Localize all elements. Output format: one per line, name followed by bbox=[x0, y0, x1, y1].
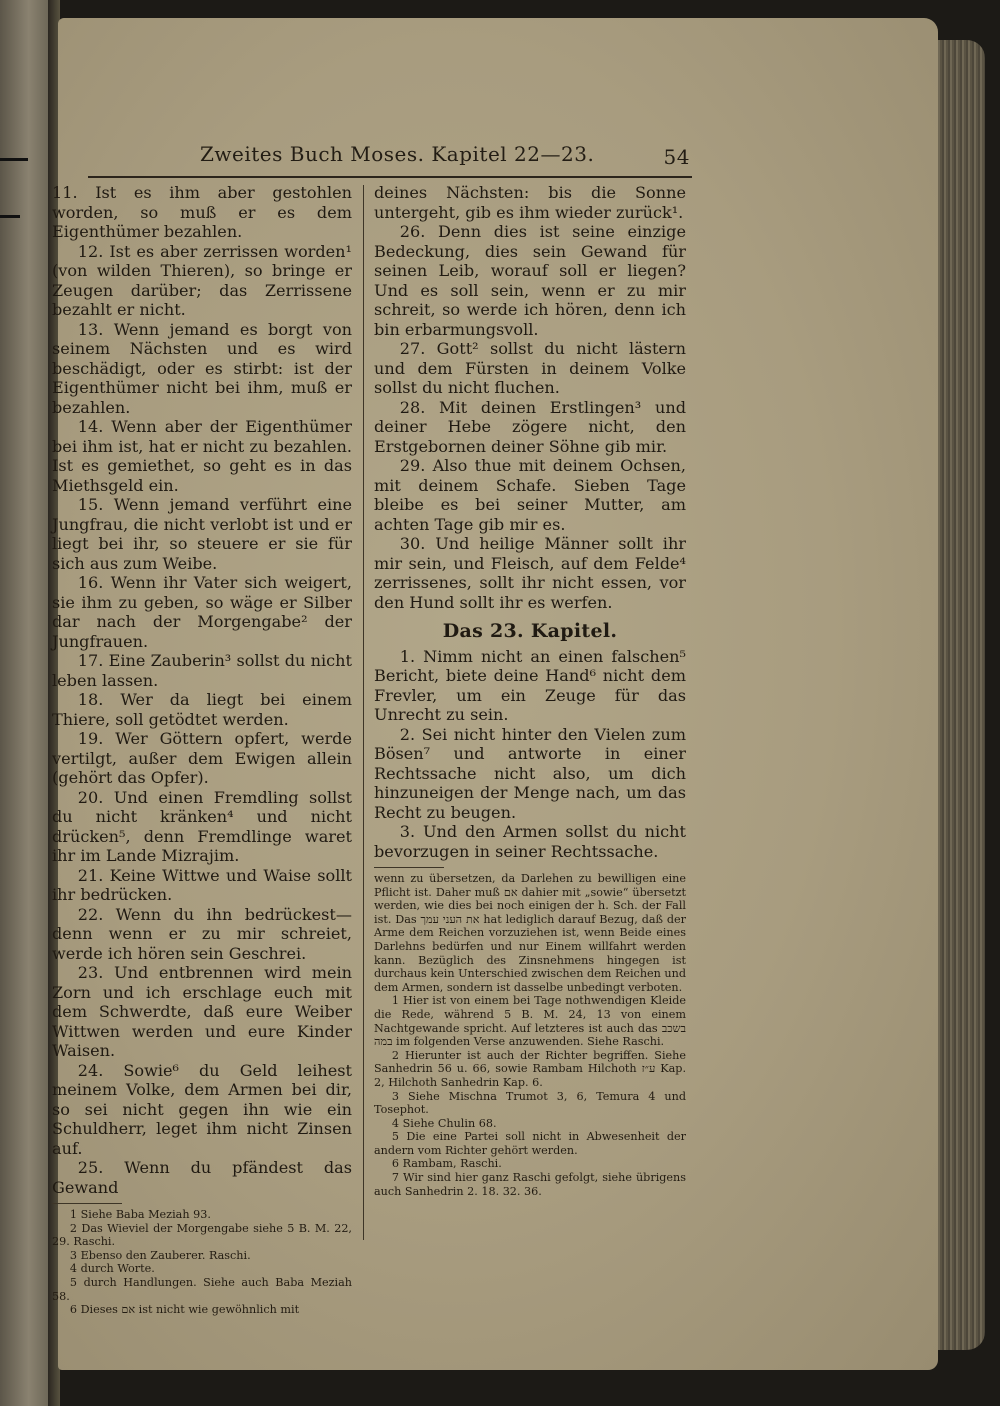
left-column bbox=[52, 183, 352, 1317]
footnote: 5 Die eine Partei soll nicht in Abwesenheit der andern vom Richter gehört werden. bbox=[374, 1130, 686, 1157]
verse: 16. Wenn ihr Vater sich weigert, sie ihm zu geben, so wäge er Silber dar nach der Morgengabe² der Jungfrauen. bbox=[52, 573, 352, 651]
footnote: 5 durch Handlungen. Siehe auch Baba Meziah 58. bbox=[52, 1275, 352, 1303]
verse: 27. Gott² sollst du nicht lästern und dem Fürsten in deinem Volke sollst du nicht fluchen. bbox=[374, 339, 686, 397]
verse: 2. Sei nicht hinter den Vielen zum Bösen⁷ und antworte in einer Rechtssache nicht also, um dich hinzuneigen der Menge nach, um das Recht zu beugen. bbox=[374, 724, 686, 822]
footnote: 3 Ebenso den Zauberer. Raschi. bbox=[69, 1248, 251, 1262]
verse: 28. Mit deinen Erstlingen³ und deiner Hebe zögere nicht, den Erstgebornen deiner Söhne gib mir. bbox=[374, 397, 686, 456]
footnote: 1 Siehe Baba Meziah 93. bbox=[69, 1208, 211, 1221]
footnote-rule bbox=[52, 1203, 122, 1204]
verse: 26. Denn dies ist seine einzige Bedeckung, dies sein Gewand für seinen Leib, worauf soll er liegen? Und es soll sein, wenn er zu mir schreit, so werde ich hören, denn ich bin erbarmungsvoll. bbox=[374, 222, 686, 339]
footnote: 4 durch Worte. bbox=[69, 1262, 155, 1276]
header-rule bbox=[88, 176, 692, 178]
verse: 23. Und entbrennen wird mein Zorn und ich erschlage euch mit dem Schwerdte, daß eure Weiber Wittwen werden und eure Kinder Waisen. bbox=[52, 963, 352, 1060]
footnote: 2 Hierunter ist auch der Richter begriffen. Siehe Sanhedrin 56 u. 66, sowie Rambam Hilchoth ע״ז Kap. 2, Hilchoth Sanhedrin Kap. 6. bbox=[374, 1048, 686, 1089]
verse: 24. Sowie⁶ du Geld leihest meinem Volke, dem Armen bei dir, so sei nicht gegen ihn wie ein Schuldherr, leget ihm nicht Zinsen auf. bbox=[52, 1060, 352, 1158]
verse: 18. Wer da liegt bei einem Thiere, soll getödtet werden. bbox=[52, 690, 352, 729]
verse: 22. Wenn du ihn bedrückest—denn wenn er zu mir schreiet, werde ich hören sein Geschrei. bbox=[52, 904, 352, 963]
verse: 25. Wenn du pfändest das Gewand bbox=[52, 1158, 352, 1197]
footnote: wenn zu übersetzen, da Darlehen zu bewilligen eine Pflicht ist. Daher muß אם dahier mit „sowie“ übersetzt werden, wie dies bei noch einigen der h. Sch. der Fall ist. Das את העני עמך hat lediglich darauf Bezug, daß der Arme dem Reichen vorzuziehen ist, wenn Beide eines Darlehns bedürfen und nur Einem willfahrt werden kann. Bezüglich des Zinsnehmens hingegen ist durchaus kein Unterschied zwischen dem Reichen und dem Armen, sondern ist dasselbe unbedingt verboten. bbox=[374, 872, 686, 994]
footnote: 6 Rambam, Raschi. bbox=[391, 1157, 502, 1171]
verse: 20. Und einen Fremdling sollst du nicht kränken⁴ und nicht drücken⁵, denn Fremdlinge waret ihr im Lande Mizrajim. bbox=[52, 787, 352, 865]
verse: 12. Ist es aber zerrissen worden¹ (von wilden Thieren), so bringe er Zeugen darüber; das Zerrissene bezahlt er nicht. bbox=[52, 241, 352, 319]
footnotes bbox=[374, 872, 686, 1198]
previous-page-edge bbox=[0, 0, 48, 1406]
verse: 29. Also thue mit deinem Ochsen, mit deinem Schafe. Sieben Tage bleibe es bei seiner Mutter, am achten Tage gib mir es. bbox=[374, 456, 686, 534]
column-divider bbox=[363, 185, 364, 1240]
footnote: 2 Das Wieviel der Morgengabe siehe 5 B. M. 22, 29. Raschi. bbox=[52, 1221, 352, 1249]
verse: 17. Eine Zauberin³ sollst du nicht leben lassen. bbox=[52, 651, 352, 690]
verse: 19. Wer Göttern opfert, werde vertilgt, außer dem Ewigen allein (gehört das Opfer). bbox=[52, 729, 352, 787]
verse: 14. Wenn aber der Eigenthümer bei ihm ist, hat er nicht zu bezahlen. Ist es gemiethet, so geht es in das Miethsgeld ein. bbox=[52, 417, 352, 495]
chapter-heading: Das 23. Kapitel. bbox=[442, 620, 618, 642]
verse: deines Nächsten: bis die Sonne untergeht, gib es ihm wieder zurück¹. bbox=[374, 183, 686, 222]
footnote: 3 Siehe Mischna Trumot 3, 6, Temura 4 und Tosephot. bbox=[374, 1089, 686, 1117]
right-column bbox=[374, 183, 686, 1198]
verse: 11. Ist es ihm aber gestohlen worden, so muß er es dem Eigenthümer bezahlen. bbox=[52, 183, 352, 241]
verse: 21. Keine Wittwe und Waise sollt ihr bedrücken. bbox=[52, 865, 352, 904]
margin-mark bbox=[0, 158, 28, 161]
verse: 30. Und heilige Männer sollt ihr mir sein, und Fleisch, auf dem Felde⁴ zerrissenes, sollt ihr nicht essen, vor den Hund sollt ihr es werfen. bbox=[374, 534, 686, 612]
footnote: 1 Hier ist von einem bei Tage nothwendigen Kleide die Rede, während 5 B. M. 24, 13 von einem Nachtgewande spricht. Auf letzteres ist auch das בשכב במה im folgenden Verse anzuwenden. Siehe Raschi. bbox=[374, 994, 686, 1049]
verse: 15. Wenn jemand verführt eine Jungfrau, die nicht verlobt ist und er liegt bei ihr, so steuere er sie für sich aus zum Weibe. bbox=[52, 495, 352, 573]
footnote: 4 Siehe Chulin 68. bbox=[391, 1116, 497, 1130]
header-title: Zweites Buch Moses. Kapitel 22—23. bbox=[200, 142, 595, 166]
verse: 13. Wenn jemand es borgt von seinem Nächsten und es wird beschädigt, oder es stirbt: ist der Eigenthümer nicht bei ihm, muß er bezahlen. bbox=[52, 319, 352, 417]
margin-mark bbox=[0, 215, 20, 218]
verse: 1. Nimm nicht an einen falschen⁵ Bericht, biete deine Hand⁶ nicht dem Frevler, um ein Zeuge für das Unrecht zu sein. bbox=[374, 646, 686, 724]
verse: 3. Und den Armen sollst du nicht bevorzugen in seiner Rechtssache. bbox=[374, 822, 686, 861]
footnote-rule bbox=[374, 867, 444, 868]
page-number: 54 bbox=[663, 145, 690, 169]
footnotes bbox=[52, 1208, 352, 1317]
footnote: 6 Dieses אם ist nicht wie gewöhnlich mit bbox=[69, 1303, 300, 1317]
running-header bbox=[200, 142, 690, 169]
page-stack-edge bbox=[930, 40, 985, 1350]
footnote: 7 Wir sind hier ganz Raschi gefolgt, siehe übrigens auch Sanhedrin 2. 18. 32. 36. bbox=[374, 1171, 686, 1198]
